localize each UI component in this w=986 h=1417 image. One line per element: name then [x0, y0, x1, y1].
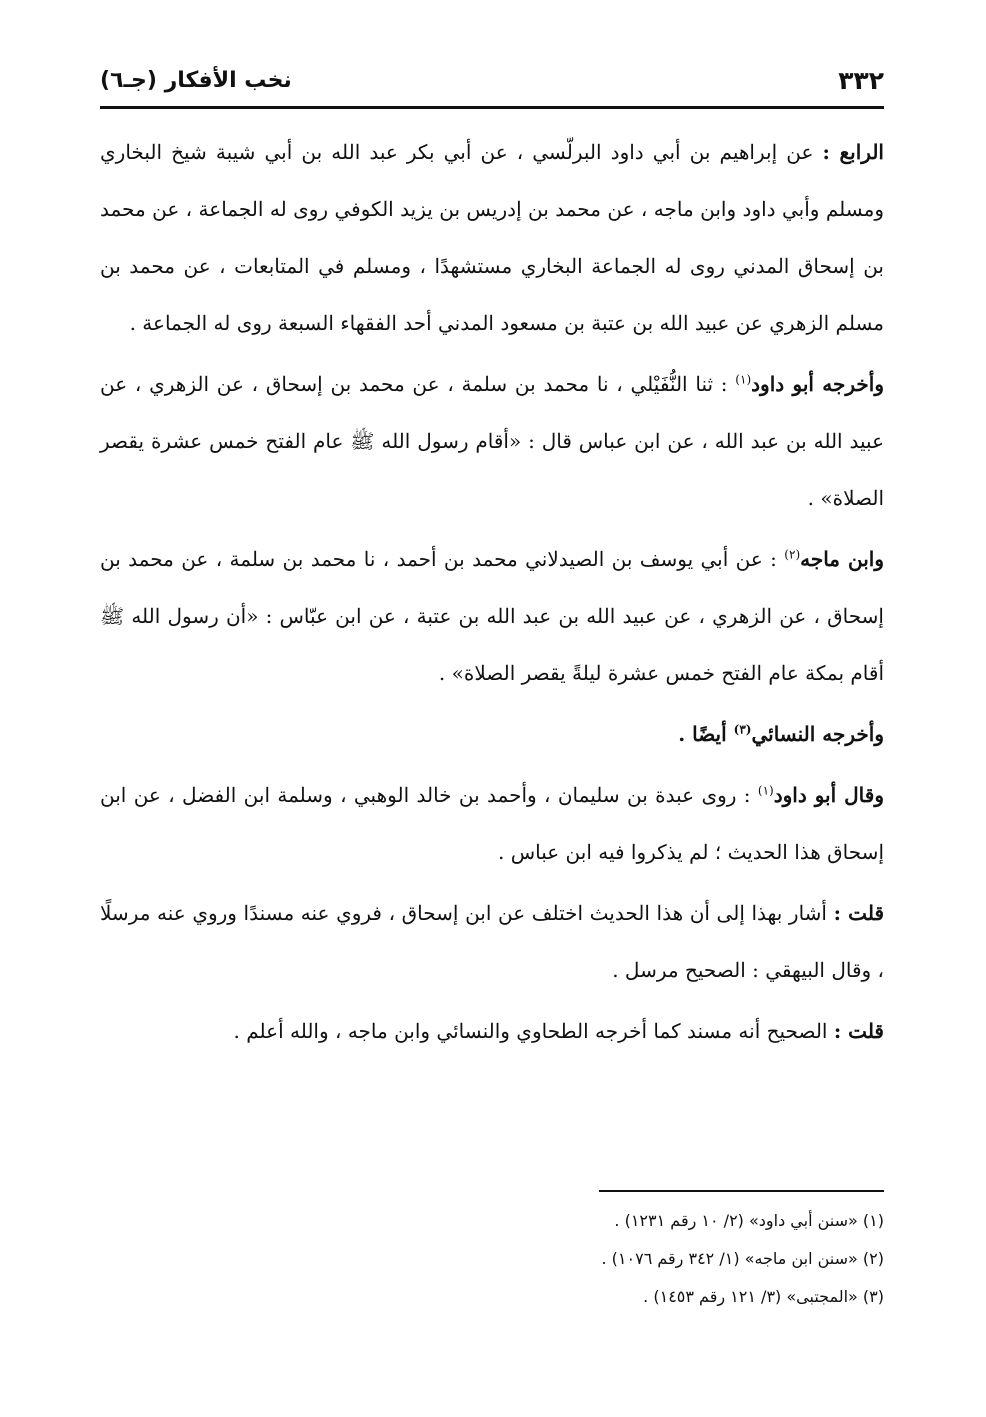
paragraph-3 — [100, 531, 884, 702]
footnote-marker[interactable]: (٣) — [733, 722, 752, 737]
paragraph-lead: وأخرجه أبو داود — [751, 372, 885, 396]
header-rule — [100, 106, 884, 109]
footnote-separator — [599, 1190, 884, 1192]
paragraph-6 — [100, 885, 884, 999]
footnote-marker[interactable]: (١) — [735, 372, 752, 387]
footnote-marker[interactable]: (٢) — [784, 547, 801, 562]
footnotes — [100, 1202, 884, 1316]
footnote-3: (٣) «المجتبى» (٣/ ١٢١ رقم ١٤٥٣) . — [643, 1287, 884, 1306]
main-text — [100, 124, 884, 1060]
paragraph-7 — [100, 1003, 884, 1060]
paragraph-4 — [100, 706, 884, 763]
paragraph-text: : روى عبدة بن سليمان ، وأحمد بن خالد الوهبي ، وسلمة ابن الفضل ، عن ابن إسحاق هذا الحديث ؛ لم يذكروا فيه ابن عباس . — [100, 783, 884, 864]
footnote-marker[interactable]: (١) — [757, 783, 774, 798]
paragraph-text: : ثنا النُّفَيْلي ، نا محمد بن سلمة ، عن محمد بن إسحاق ، عن الزهري ، عن عبيد الله بن عبد الله ، عن ابن عباس قال : «أقام رسول الله ﷺ عام الفتح خمس عشرة يقصر الصلاة» . — [100, 372, 884, 510]
paragraph-5 — [100, 767, 884, 881]
paragraph-text: أشار بهذا إلى أن هذا الحديث اختلف عن ابن إسحاق ، فروي عنه مسندًا وروي عنه مرسلًا ، وقال البيهقي : الصحيح مرسل . — [100, 901, 884, 982]
running-header — [100, 60, 884, 100]
paragraph-lead: الرابع : — [822, 140, 884, 164]
footnote-1: (١) «سنن أبي داود» (٢/ ١٠ رقم ١٢٣١) . — [614, 1211, 884, 1230]
paragraph-2 — [100, 356, 884, 527]
paragraph-text: أيضًا . — [678, 722, 734, 746]
book-title: نخب الأفكار (جـ٦) — [100, 67, 292, 93]
paragraph-lead: وابن ماجه — [800, 547, 884, 571]
paragraph-1 — [100, 124, 884, 352]
paragraph-lead: قلت : — [833, 901, 885, 925]
footnote-2: (٢) «سنن ابن ماجه» (١/ ٣٤٢ رقم ١٠٧٦) . — [601, 1249, 884, 1268]
page-number: ٣٣٢ — [838, 65, 884, 95]
paragraph-lead: قلت : — [833, 1019, 884, 1043]
paragraph-text: : عن أبي يوسف بن الصيدلاني محمد بن أحمد ، نا محمد بن سلمة ، عن محمد بن إسحاق ، عن الزهري ، عن عبيد الله بن عبد الله بن عتبة ، عن ابن عبّاس : «أن رسول الله ﷺ أقام بمكة عام الفتح خمس عشرة ليلةً يقصر الصلاة» . — [100, 547, 884, 685]
paragraph-lead: وقال أبو داود — [773, 783, 884, 807]
paragraph-lead: وأخرجه النسائي — [751, 722, 884, 746]
paragraph-text: الصحيح أنه مسند كما أخرجه الطحاوي والنسائي وابن ماجه ، والله أعلم . — [233, 1019, 834, 1043]
paragraph-text: عن إبراهيم بن أبي داود البرلّسي ، عن أبي بكر عبد الله بن أبي شيبة شيخ البخاري ومسلم وأبي داود وابن ماجه ، عن محمد بن إدريس بن يزيد الكوفي روى له الجماعة ، عن محمد بن إسحاق المدني روى له الجماعة البخاري مستشهدًا ، ومسلم في المتابعات ، عن محمد بن مسلم الزهري عن عبيد الله بن عتبة بن مسعود المدني أحد الفقهاء السبعة روى له الجماعة . — [100, 140, 884, 335]
